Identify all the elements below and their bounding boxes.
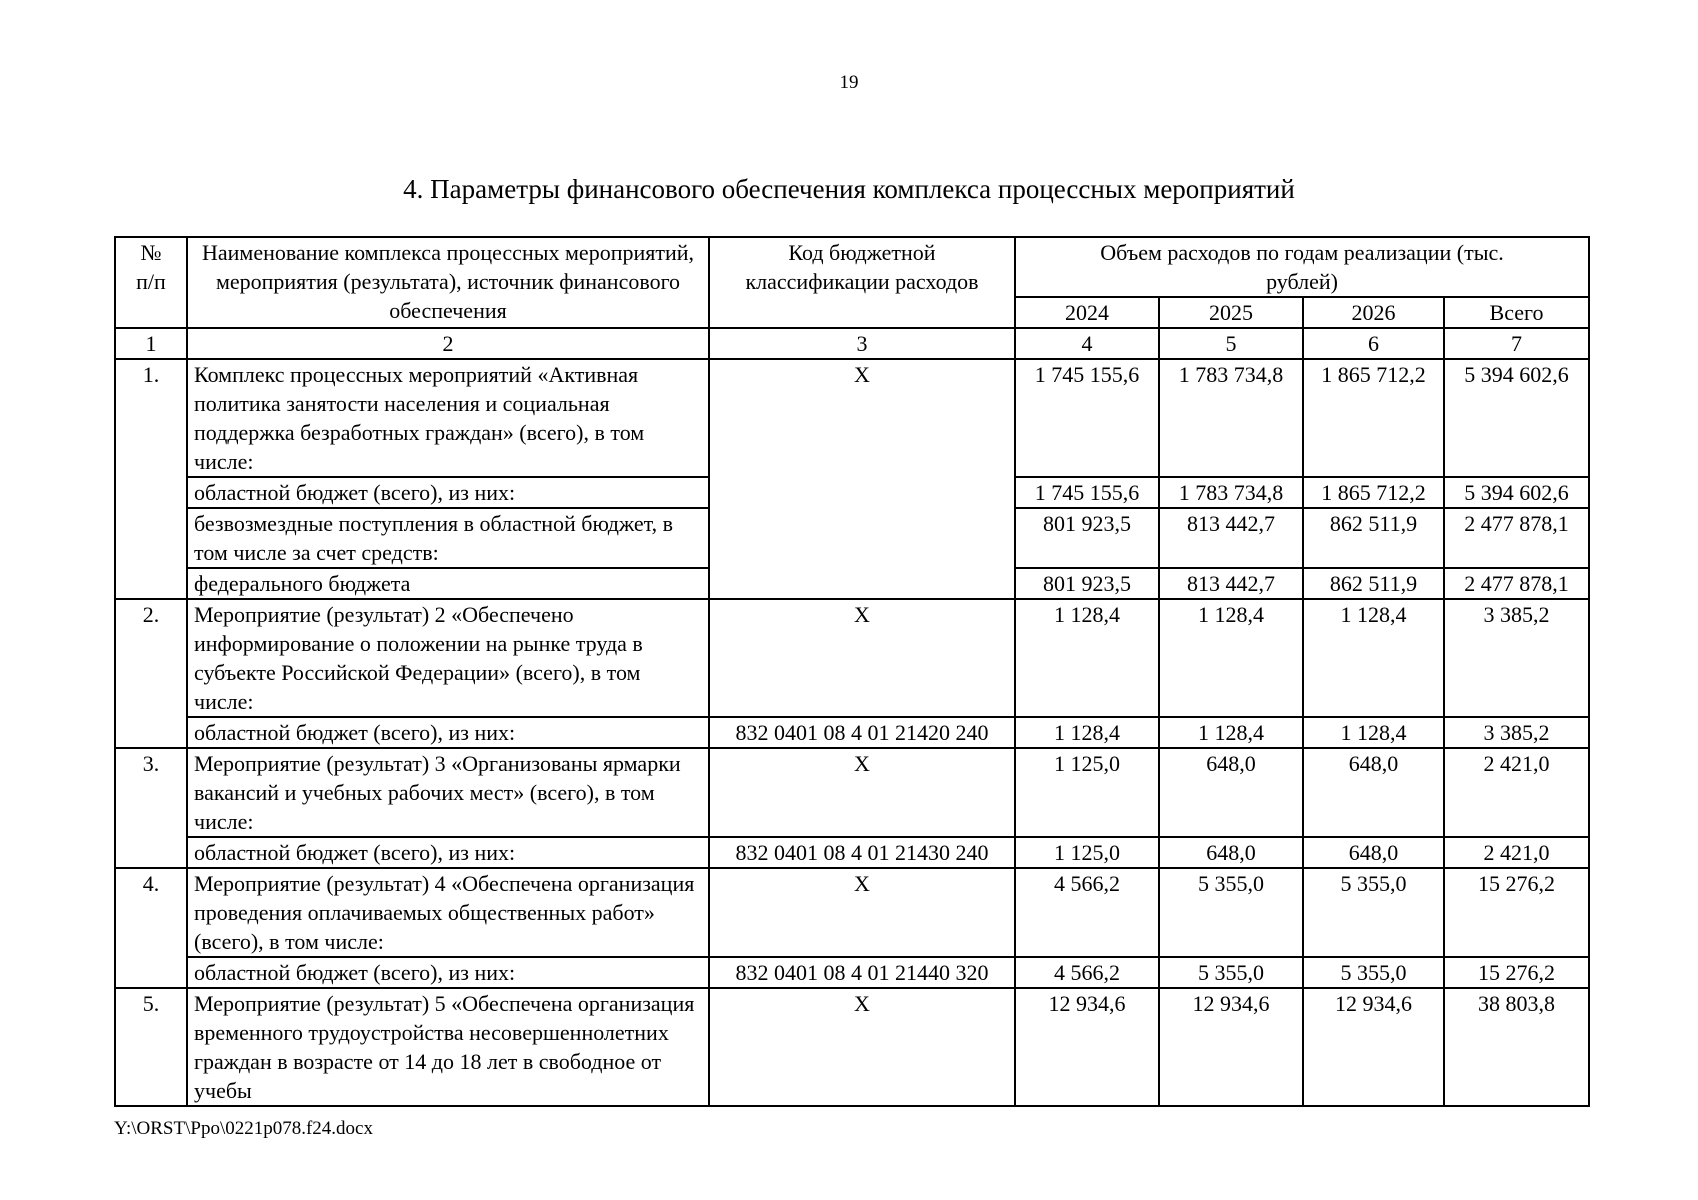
row-name: Мероприятие (результат) 3 «Организованы ярмарки вакансий и учебных рабочих мест» (всего), в том числе: — [187, 748, 709, 837]
value-2025: 5 355,0 — [1159, 868, 1303, 957]
value-2025: 648,0 — [1159, 837, 1303, 868]
page-title: 4. Параметры финансового обеспечения комплекса процессных мероприятий — [403, 174, 1295, 204]
header-volume: Объем расходов по годам реализации (тыс. рублей) — [1015, 237, 1589, 297]
value-2025: 1 128,4 — [1159, 599, 1303, 717]
value-2025: 5 355,0 — [1159, 957, 1303, 988]
value-total: 3 385,2 — [1444, 717, 1589, 748]
file-path-footer: Y:\ORST\Ppo\0221p078.f24.docx — [114, 1118, 373, 1139]
value-2024: 1 745 155,6 — [1015, 359, 1159, 477]
row-name: безвозмездные поступления в областной бюджет, в том числе за счет средств: — [187, 508, 709, 568]
value-total: 2 421,0 — [1444, 837, 1589, 868]
value-2026: 5 355,0 — [1303, 868, 1444, 957]
header-num: № п/п — [115, 237, 187, 328]
col-number: 5 — [1159, 328, 1303, 359]
row-name: Мероприятие (результат) 4 «Обеспечена организация проведения оплачиваемых общественных работ» (всего), в том числе: — [187, 868, 709, 957]
row-name: федерального бюджета — [187, 568, 709, 599]
row-number: 1. — [115, 359, 187, 599]
value-2024: 801 923,5 — [1015, 568, 1159, 599]
value-2025: 813 442,7 — [1159, 568, 1303, 599]
row-number: 4. — [115, 868, 187, 988]
row-code: X — [709, 599, 1015, 717]
financing-table — [114, 236, 1590, 1107]
value-2025: 12 934,6 — [1159, 988, 1303, 1106]
col-number: 4 — [1015, 328, 1159, 359]
value-2026: 5 355,0 — [1303, 957, 1444, 988]
col-number: 2 — [187, 328, 709, 359]
value-2024: 12 934,6 — [1015, 988, 1159, 1106]
value-2025: 1 783 734,8 — [1159, 359, 1303, 477]
row-code: X — [709, 359, 1015, 599]
value-2024: 1 745 155,6 — [1015, 477, 1159, 508]
row-number: 5. — [115, 988, 187, 1106]
value-total: 2 477 878,1 — [1444, 568, 1589, 599]
header-year-2024: 2024 — [1015, 297, 1159, 328]
row-number: 2. — [115, 599, 187, 748]
value-total: 3 385,2 — [1444, 599, 1589, 717]
col-number: 3 — [709, 328, 1015, 359]
column-number-row — [115, 328, 1589, 359]
table-row — [115, 868, 1589, 957]
value-2024: 801 923,5 — [1015, 508, 1159, 568]
row-name: Комплекс процессных мероприятий «Активная политика занятости населения и социальная поддержка безработных граждан» (всего), в том числе: — [187, 359, 709, 477]
row-code: X — [709, 868, 1015, 957]
row-name: областной бюджет (всего), из них: — [187, 477, 709, 508]
page-number: 19 — [839, 72, 859, 93]
header-year-2026: 2026 — [1303, 297, 1444, 328]
value-2024: 1 125,0 — [1015, 837, 1159, 868]
row-name: Мероприятие (результат) 2 «Обеспечено информирование о положении на рынке труда в субъекте Российской Федерации» (всего), в том числе: — [187, 599, 709, 717]
value-2024: 4 566,2 — [1015, 868, 1159, 957]
value-total: 5 394 602,6 — [1444, 359, 1589, 477]
value-2026: 862 511,9 — [1303, 508, 1444, 568]
value-total: 15 276,2 — [1444, 957, 1589, 988]
value-2026: 862 511,9 — [1303, 568, 1444, 599]
value-total: 38 803,8 — [1444, 988, 1589, 1106]
header-total: Всего — [1444, 297, 1589, 328]
value-total: 5 394 602,6 — [1444, 477, 1589, 508]
row-name: областной бюджет (всего), из них: — [187, 957, 709, 988]
row-name: Мероприятие (результат) 5 «Обеспечена организация временного трудоустройства несовершеннолетних граждан в возрасте от 14 до 18 лет в свободное от учебы — [187, 988, 709, 1106]
value-2026: 1 865 712,2 — [1303, 477, 1444, 508]
value-2026: 1 128,4 — [1303, 599, 1444, 717]
value-2024: 1 125,0 — [1015, 748, 1159, 837]
header-year-2025: 2025 — [1159, 297, 1303, 328]
value-2026: 1 128,4 — [1303, 717, 1444, 748]
table-row — [115, 748, 1589, 837]
value-total: 2 421,0 — [1444, 748, 1589, 837]
table-row — [115, 359, 1589, 477]
value-2026: 1 865 712,2 — [1303, 359, 1444, 477]
value-2025: 1 128,4 — [1159, 717, 1303, 748]
col-number: 1 — [115, 328, 187, 359]
row-code: 832 0401 08 4 01 21440 320 — [709, 957, 1015, 988]
table-row — [115, 988, 1589, 1106]
value-2025: 1 783 734,8 — [1159, 477, 1303, 508]
value-total: 15 276,2 — [1444, 868, 1589, 957]
value-2026: 648,0 — [1303, 748, 1444, 837]
table-row — [115, 717, 1589, 748]
value-2026: 12 934,6 — [1303, 988, 1444, 1106]
table-row — [115, 957, 1589, 988]
table-row — [115, 599, 1589, 717]
header-code: Код бюджетной классификации расходов — [709, 237, 1015, 328]
row-code: X — [709, 988, 1015, 1106]
value-2026: 648,0 — [1303, 837, 1444, 868]
value-2024: 1 128,4 — [1015, 717, 1159, 748]
header-row-top — [115, 237, 1589, 297]
value-total: 2 477 878,1 — [1444, 508, 1589, 568]
value-2024: 4 566,2 — [1015, 957, 1159, 988]
value-2025: 813 442,7 — [1159, 508, 1303, 568]
header-name: Наименование комплекса процессных мероприятий, мероприятия (результата), источник финансового обеспечения — [187, 237, 709, 328]
row-code: X — [709, 748, 1015, 837]
row-number: 3. — [115, 748, 187, 868]
value-2024: 1 128,4 — [1015, 599, 1159, 717]
value-2025: 648,0 — [1159, 748, 1303, 837]
row-name: областной бюджет (всего), из них: — [187, 837, 709, 868]
col-number: 6 — [1303, 328, 1444, 359]
row-code: 832 0401 08 4 01 21420 240 — [709, 717, 1015, 748]
row-code: 832 0401 08 4 01 21430 240 — [709, 837, 1015, 868]
table-row — [115, 837, 1589, 868]
row-name: областной бюджет (всего), из них: — [187, 717, 709, 748]
col-number: 7 — [1444, 328, 1589, 359]
